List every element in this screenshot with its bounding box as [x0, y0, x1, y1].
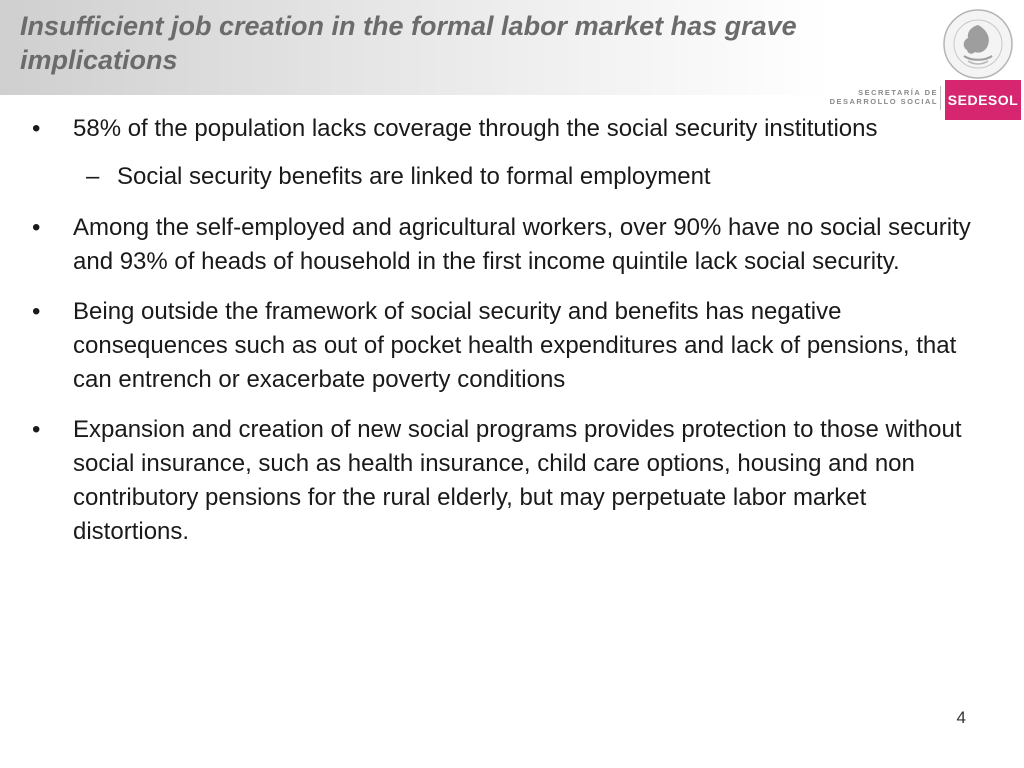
sub-bullet-text: Social security benefits are linked to formal employment	[117, 163, 711, 190]
bullet-text: Among the self-employed and agricultural workers, over 90% have no social security and 93% of heads of household in the first income quintile lack social security.	[73, 214, 971, 275]
bullet-item	[30, 211, 980, 279]
bullet-text: Expansion and creation of new social programs provides protection to those without social insurance, such as health insurance, child care options, housing and non contributory pensions for the rural elderly, but may perpetuate labor market distortions.	[73, 416, 962, 545]
agency-line-2: DESARROLLO SOCIAL	[829, 97, 938, 106]
bullet-marker: •	[32, 416, 41, 443]
bullet-text: 58% of the population lacks coverage through the social security institutions	[73, 115, 878, 142]
bullet-text: Being outside the framework of social security and benefits has negative consequences such as out of pocket health expenditures and lack of pensions, that can entrench or exacerbate poverty conditions	[73, 298, 957, 393]
page-number: 4	[956, 708, 966, 727]
agency-name	[822, 88, 938, 106]
sub-bullet-item	[30, 160, 980, 194]
sedesol-badge: SEDESOL	[945, 80, 1021, 120]
bullet-marker: •	[32, 298, 41, 325]
sub-bullet-marker: –	[86, 163, 100, 190]
slide-title: Insufficient job creation in the formal labor market has grave implications	[20, 11, 797, 75]
sedesol-logo	[814, 0, 1024, 125]
bullet-item	[30, 413, 980, 549]
agency-line-1: SECRETARÍA DE	[858, 88, 938, 97]
bullet-marker: •	[32, 115, 41, 142]
bullet-item	[30, 295, 980, 397]
bullet-list	[30, 112, 980, 565]
bullet-marker: •	[32, 214, 41, 241]
logo-divider	[940, 86, 941, 110]
seal-icon	[942, 8, 1014, 80]
bullet-item	[30, 112, 980, 146]
